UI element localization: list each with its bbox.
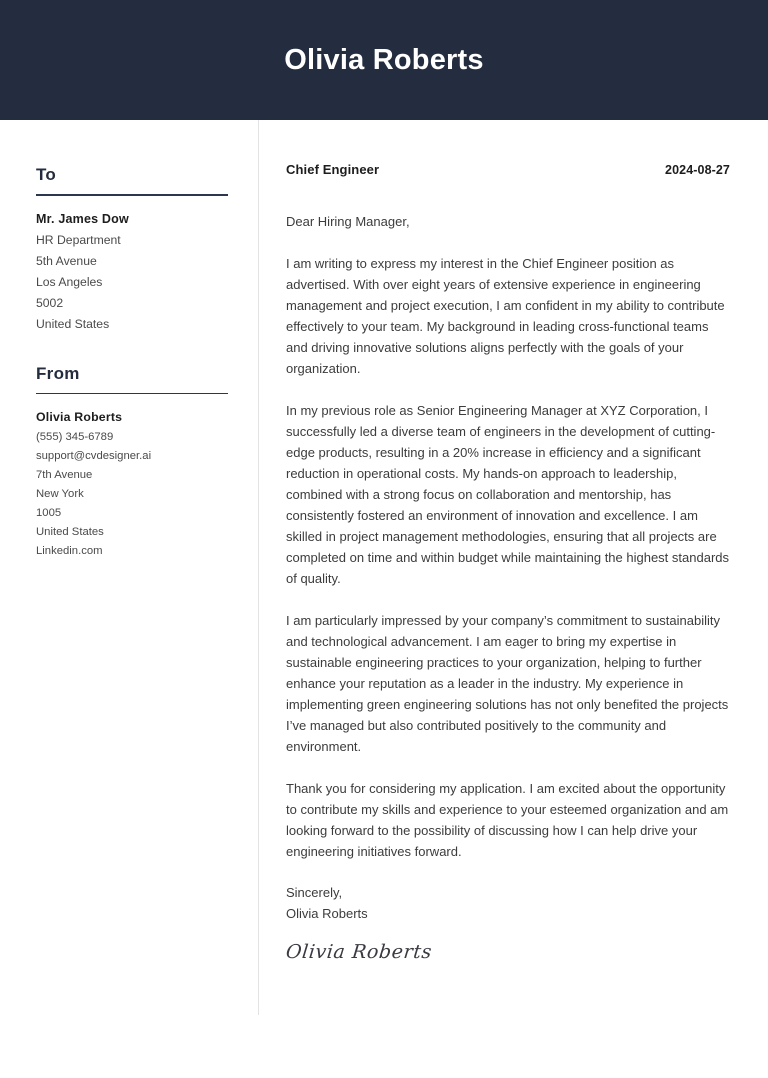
sender-line: 7th Avenue bbox=[36, 469, 93, 481]
to-heading: To bbox=[36, 165, 57, 184]
sender-website: Linkedin.com bbox=[36, 545, 103, 557]
recipient-line: 5th Avenue bbox=[36, 253, 97, 268]
closing-block bbox=[286, 883, 730, 924]
letter-paragraph: Thank you for considering my application. I am excited about the opportunity to contribute my skills and experience to your esteemed organization and am looking forward to the possibility of discussing how I can help drive your engineering initiatives forward. bbox=[286, 781, 729, 859]
letter-date: 2024-08-27 bbox=[665, 163, 730, 177]
sender-email: support@cvdesigner.ai bbox=[36, 450, 152, 462]
sender-phone: (555) 345-6789 bbox=[36, 431, 114, 443]
recipient-line: 5002 bbox=[36, 295, 64, 310]
recipient-section bbox=[36, 165, 228, 335]
from-heading-rule bbox=[36, 393, 228, 395]
recipient-line: Los Angeles bbox=[36, 274, 103, 289]
sidebar bbox=[0, 120, 258, 561]
document-header bbox=[0, 0, 768, 120]
closing-name: Olivia Roberts bbox=[286, 905, 368, 921]
applicant-name-title: Olivia Roberts bbox=[284, 43, 484, 76]
from-heading: From bbox=[36, 363, 80, 383]
salutation: Dear Hiring Manager, bbox=[286, 214, 410, 229]
letter-paragraph: I am writing to express my interest in the Chief Engineer position as advertised. With over eight years of extensive experience in engineering management and project execution, I am confident in my ability to contribute effectively to your team. My background in leading cross-functional teams and driving innovative solutions aligns perfectly with the goals of your organization. bbox=[286, 256, 725, 376]
sender-line: 1005 bbox=[36, 507, 62, 519]
letter-header-row bbox=[286, 162, 730, 177]
signature: Olivia Roberts bbox=[284, 941, 434, 963]
letter-body bbox=[258, 120, 768, 963]
letter-paragraph: In my previous role as Senior Engineering Manager at XYZ Corporation, I successfully led a diverse team of engineers in the development of cutting-edge products, resulting in a 20% increase in efficiency and a significant reduction in operational costs. My hands-on approach to leadership, combined with a strong focus on collaboration and mentorship, has consistently fostered an environment of innovation and excellence. I am skilled in project management methodologies, ensuring that all projects are completed on time and within budget while maintaining the highest standards of quality. bbox=[286, 403, 729, 586]
recipient-line: United States bbox=[36, 316, 110, 331]
recipient-name: Mr. James Dow bbox=[36, 211, 129, 226]
sender-line: New York bbox=[36, 488, 84, 500]
job-title: Chief Engineer bbox=[286, 162, 380, 177]
column-divider bbox=[258, 120, 259, 1015]
sender-name: Olivia Roberts bbox=[36, 410, 123, 424]
sender-section bbox=[36, 364, 228, 562]
closing-salutation: Sincerely, bbox=[286, 885, 343, 900]
letter-paragraph: I am particularly impressed by your company’s commitment to sustainability and technological advancement. I am eager to bring my expertise in sustainable engineering practices to your organization, helping to further enhance your reputation as a leader in the industry. My experience in implementing green engineering solutions has not only benefited the projects I’ve managed but also contributed positively to the community and environment. bbox=[286, 613, 729, 754]
sender-line: United States bbox=[36, 526, 104, 538]
recipient-line: HR Department bbox=[36, 232, 121, 247]
document-body bbox=[0, 120, 768, 1078]
to-heading-rule bbox=[36, 194, 228, 196]
